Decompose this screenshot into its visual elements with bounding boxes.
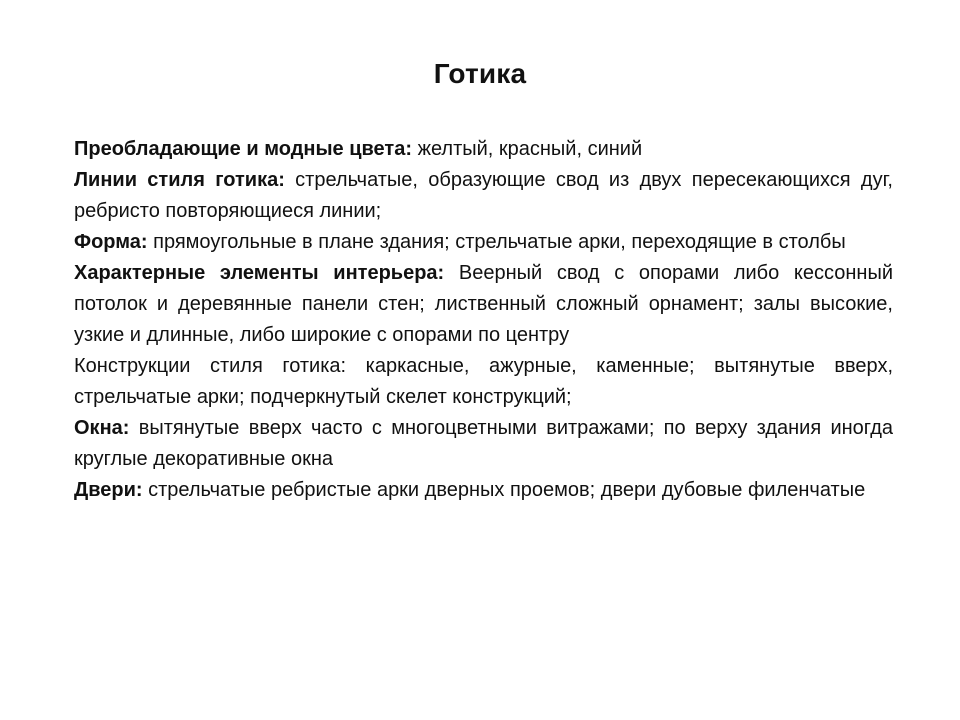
paragraph-colors [74, 134, 893, 165]
paragraph-label: Характерные элементы интерьера: [74, 262, 445, 284]
paragraph-text: Веерный свод с опорами либо кессонный потолок и деревянные панели стен; лиственный сложный орнамент; залы высокие, узкие и длинные, либо широкие с опорами по центру [74, 262, 893, 346]
paragraph-label: Линии стиля готика: [74, 169, 285, 191]
paragraph-text: стрельчатые ребристые арки дверных проемов; двери дубовые филенчатые [148, 479, 866, 501]
paragraph-text: стрельчатые, образующие свод из двух пересекающихся дуг, ребристо повторяющиеся линии; [74, 169, 893, 222]
paragraph-doors [74, 475, 893, 506]
paragraph-lines [74, 165, 893, 227]
paragraph-text: прямоугольные в плане здания; стрельчатые арки, переходящие в столбы [153, 231, 846, 253]
paragraph-text: желтый, красный, синий [417, 138, 643, 160]
paragraph-text: Конструкции стиля готика: каркасные, ажурные, каменные; вытянутые вверх, стрельчатые арки; подчеркнутый скелет конструкций; [74, 355, 893, 408]
paragraph-interior [74, 258, 893, 351]
paragraph-windows [74, 413, 893, 475]
paragraph-label: Окна: [74, 417, 130, 439]
paragraph-label: Форма: [74, 231, 148, 253]
slide-title: Готика [433, 58, 527, 89]
paragraph-text: вытянутые вверх часто с многоцветными витражами; по верху здания иногда круглые декоративные окна [74, 417, 893, 470]
paragraph-label: Преобладающие и модные цвета: [74, 138, 412, 160]
paragraph-form [74, 227, 893, 258]
slide-body [74, 134, 893, 506]
paragraph-label: Двери: [74, 479, 143, 501]
paragraph-constructions [74, 351, 893, 413]
